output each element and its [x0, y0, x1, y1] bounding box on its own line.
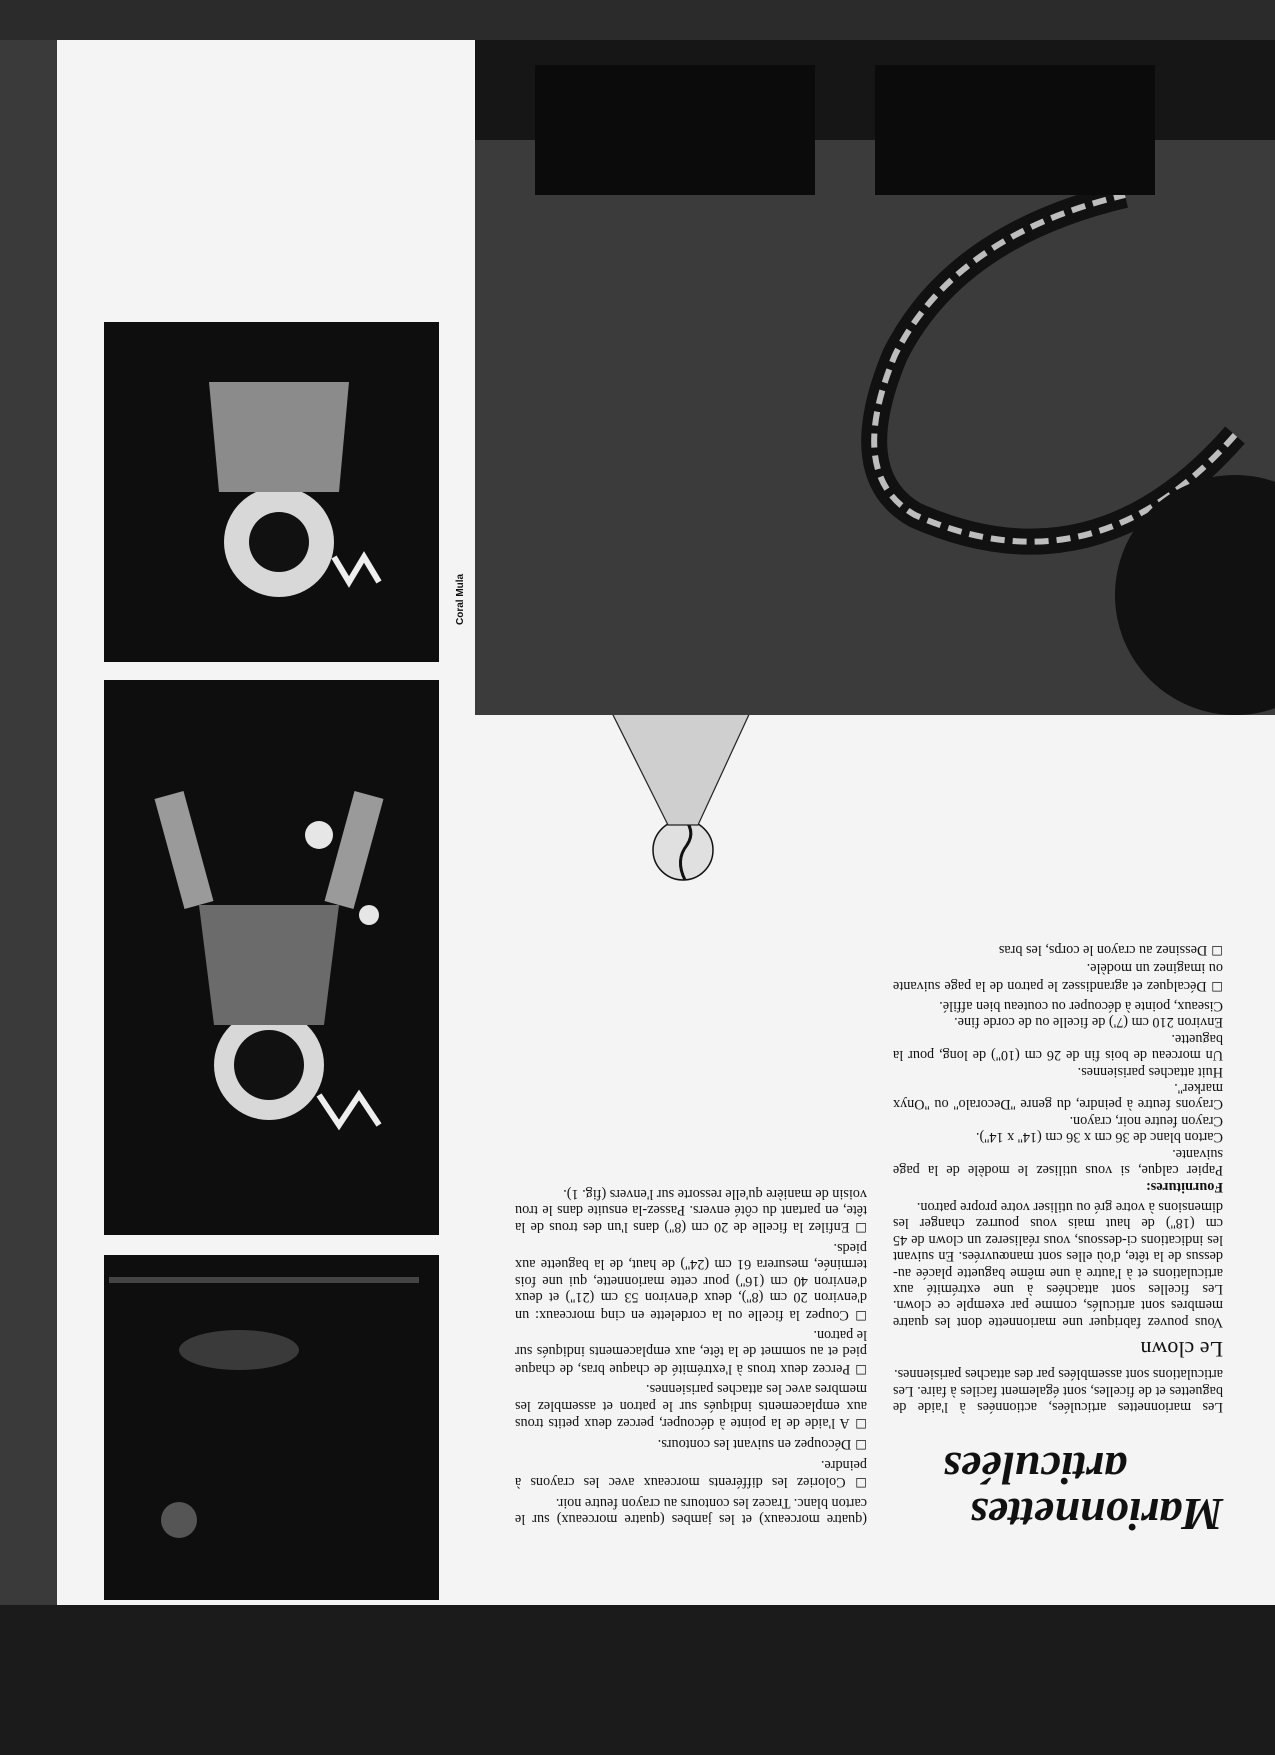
clown-photo-1 — [104, 1255, 439, 1600]
supply-item: Carton blanc de 36 cm x 36 cm (14'' x 14''). — [975, 1129, 1223, 1146]
clown-photo-2 — [104, 680, 439, 1235]
text-column-1 — [893, 936, 1223, 1415]
clown-photo-3 — [104, 322, 439, 662]
clown-puppet-illustration — [104, 1255, 439, 1600]
supply-item: Ciseaux, pointe à découper ou couteau bien affilé. — [939, 998, 1223, 1015]
step-item: ☐ Coupez la ficelle ou la cordelette en cinq morceaux: un d'environ 20 cm (8''), deux d'environ 53 cm (21'') et deux d'environ 40 cm (16'') pour cette marionnette, qui une fois terminée, mesurera 61 cm (24'') de haut, de la baguette aux pieds. — [515, 1240, 867, 1323]
clown-puppet-illustration — [104, 680, 439, 1235]
body-continuation: (quatre morceaux) et les jambes (quatre morceaux) sur le carton blanc. Tracez les contours au crayon feutre noir. — [515, 1494, 867, 1527]
supply-item: Huit attaches parisiennes. — [1077, 1063, 1223, 1080]
intro-paragraph: Les marionnettes articulées, actionnées à l'aide de baguettes et de ficelles, sont également faciles à faire. Les articulations sont assemblées par des attaches parisiennes. — [893, 1366, 1223, 1415]
supply-item: Environ 210 cm (7') de ficelle ou de corde fine. — [954, 1014, 1223, 1031]
step-item: ☐ Coloriez les différents morceaux avec les crayons à peindre. — [515, 1456, 867, 1490]
puppet-parts-illustration — [475, 0, 1275, 715]
text-column-2 — [515, 1181, 867, 1527]
step-item: ☐ A l'aide de la pointe à découper, percez deux petits trous aux emplacements indiqués sur le patron et assemblez les membres avec les attaches parisiennes. — [515, 1381, 867, 1431]
supply-item: Crayons feutre à peindre, du genre ''Decoralo'' ou ''Onyx marker''. — [893, 1080, 1223, 1113]
photo-credit: Coral Mula — [455, 573, 466, 625]
step-item: ☐ Enfilez la ficelle de 20 cm (8'') dans l'un des trous de la tête, en partant du côté envers. Passez-la ensuite dans le trou voisin de manière qu'elle ressorte sur l'envers (fig. 1). — [515, 1185, 867, 1235]
section-heading: Le clown — [1140, 1336, 1223, 1362]
puppet-board-photo — [475, 0, 1275, 715]
supply-item: Papier calque, si vous utilisez le modèle de la page suivante. — [893, 1145, 1223, 1179]
page-title: Marionnettes articulées — [943, 1443, 1223, 1540]
scan-bottom-band — [0, 0, 1275, 40]
scan-edge-strip — [0, 0, 57, 1755]
supplies-heading: Fournitures: — [1146, 1178, 1223, 1195]
step-item: ☐ Découpez en suivant les contours. — [515, 1435, 867, 1452]
step-item: ☐ Percez deux trous à l'extrémité de chaque bras, de chaque pied et au sommet de la tête, aux emplacements indiqués sur le patron. — [515, 1327, 867, 1377]
supply-item: Un morceau de bois fin de 26 cm (10'') de long, pour la baguette. — [893, 1030, 1223, 1064]
supply-item: Crayon feutre noir, crayon. — [1069, 1112, 1223, 1129]
step-item: ☐ Décalquez et agrandissez le patron de la page suivante ou imaginez un modèle. — [893, 960, 1223, 994]
step-item: ☐ Dessinez au crayon le corps, les bras — [893, 940, 1223, 957]
body-paragraph: Vous pouvez fabriquer une marionnette dont les quatre membres sont articulés, comme par exemple ce clown. Les ficelles sont attachées à une extrémité aux articulations et à l'autre à une même baguette placée au-dessus de la tête, d'où elles sont manœuvrées. En suivant les indications ci-dessous, vous réaliserez un clown de 45 cm (18'') de haut mais vous pourrez changer les dimensions à votre gré ou utiliser votre propre patron. — [893, 1198, 1223, 1330]
top-dark-band — [0, 1605, 1275, 1755]
clown-puppet-illustration — [104, 322, 439, 662]
